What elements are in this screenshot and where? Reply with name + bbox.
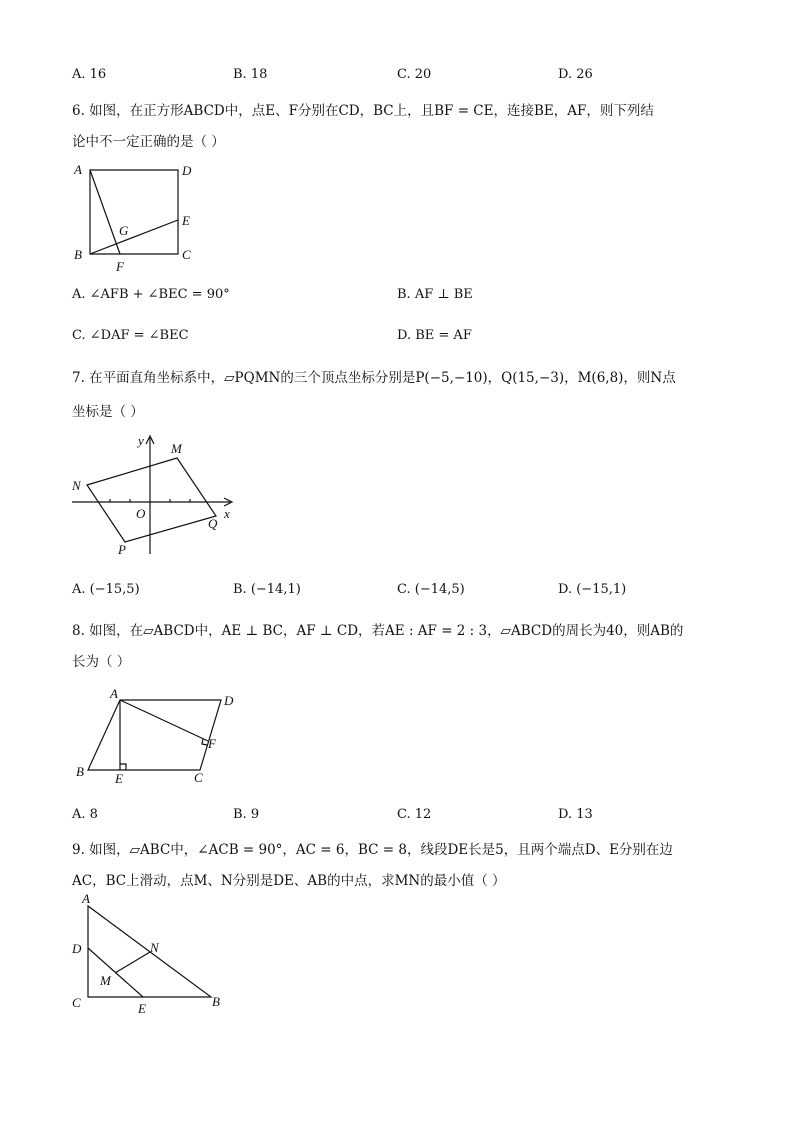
- q9-label-a: A: [82, 891, 90, 906]
- q7-label-q: Q: [208, 516, 218, 531]
- q7-label-o: O: [136, 506, 146, 521]
- q7-option-d: D. (−15,1): [558, 582, 627, 597]
- q5-option-c: C. 20: [397, 67, 432, 82]
- q7-stem-line2: 坐标是（ ）: [72, 404, 144, 420]
- q9-segment-mn: [115, 952, 150, 973]
- q6-option-c: C. ∠DAF = ∠BEC: [72, 328, 189, 343]
- q7-label-p: P: [118, 542, 126, 557]
- q6-label-g: G: [119, 223, 129, 238]
- q9-stem-line1: 9. 如图，▱ABC中，∠ACB = 90°，AC = 6，BC = 8，线段DE长是5，且两个端点D、E分别在边: [72, 842, 673, 858]
- q8-parallelogram-figure: [70, 682, 250, 792]
- q7-option-b: B. (−14,1): [233, 582, 301, 597]
- q6-segment-af: [90, 170, 120, 254]
- q8-label-a: A: [110, 686, 118, 701]
- q6-option-b: B. AF ⊥ BE: [397, 287, 473, 302]
- q7-label-n: N: [72, 478, 81, 493]
- q6-label-a: A: [74, 162, 82, 177]
- q5-option-b: B. 18: [233, 67, 268, 82]
- q6-square: [90, 170, 178, 254]
- q6-stem-line1: 6. 如图，在正方形ABCD中，点E、F分别在CD，BC上，且BF = CE，连接BE，AF，则下列结: [72, 103, 654, 119]
- q6-segment-be: [90, 220, 178, 254]
- q9-triangle-figure: [66, 890, 236, 1020]
- q7-label-x: x: [224, 506, 230, 521]
- q6-label-e: E: [182, 213, 190, 228]
- q9-stem-line2: AC，BC上滑动，点M、N分别是DE、AB的中点，求MN的最小值（ ）: [72, 873, 506, 889]
- q8-parallelogram: [88, 700, 221, 770]
- q7-label-m: M: [171, 441, 182, 456]
- q8-option-c: C. 12: [397, 807, 432, 822]
- q5-option-d: D. 26: [558, 67, 593, 82]
- q9-label-m: M: [100, 973, 111, 988]
- q8-option-d: D. 13: [558, 807, 593, 822]
- q7-option-c: C. (−14,5): [397, 582, 465, 597]
- q8-label-c: C: [194, 770, 203, 785]
- q9-label-n: N: [150, 940, 159, 955]
- q5-option-a: A. 16: [72, 67, 107, 82]
- q8-label-f: F: [208, 736, 216, 751]
- q6-option-a: A. ∠AFB + ∠BEC = 90°: [72, 287, 230, 302]
- q9-label-b: B: [212, 994, 220, 1009]
- q8-label-b: B: [76, 764, 84, 779]
- q7-label-y: y: [138, 433, 144, 448]
- q7-stem-line1: 7. 在平面直角坐标系中，▱PQMN的三个顶点坐标分别是P(−5,−10)，Q(15,−3)，M(6,8)，则N点: [72, 370, 676, 386]
- q8-segment-af: [120, 700, 208, 741]
- q7-option-a: A. (−15,5): [72, 582, 140, 597]
- q9-label-e: E: [138, 1001, 146, 1016]
- q7-parallelogram: [87, 458, 216, 542]
- q8-stem-line1: 8. 如图，在▱ABCD中，AE ⊥ BC，AF ⊥ CD，若AE : AF = 2 : 3，▱ABCD的周长为40，则AB的: [72, 623, 684, 639]
- q7-coordinate-figure: [66, 430, 246, 560]
- q9-label-c: C: [72, 995, 81, 1010]
- q8-right-angle-e: [120, 764, 126, 770]
- q6-label-b: B: [74, 247, 82, 262]
- q6-option-d: D. BE = AF: [397, 328, 472, 343]
- q8-stem-line2: 长为（ ）: [72, 654, 131, 670]
- q6-stem-line2: 论中不一定正确的是（ ）: [72, 134, 225, 150]
- q8-label-e: E: [115, 771, 123, 786]
- q8-option-b: B. 9: [233, 807, 260, 822]
- q8-option-a: A. 8: [72, 807, 98, 822]
- q6-label-c: C: [182, 247, 191, 262]
- q8-label-d: D: [224, 693, 234, 708]
- q9-label-d: D: [72, 941, 82, 956]
- q6-label-f: F: [116, 259, 124, 274]
- q6-square-figure: [68, 158, 208, 278]
- q6-label-d: D: [182, 163, 192, 178]
